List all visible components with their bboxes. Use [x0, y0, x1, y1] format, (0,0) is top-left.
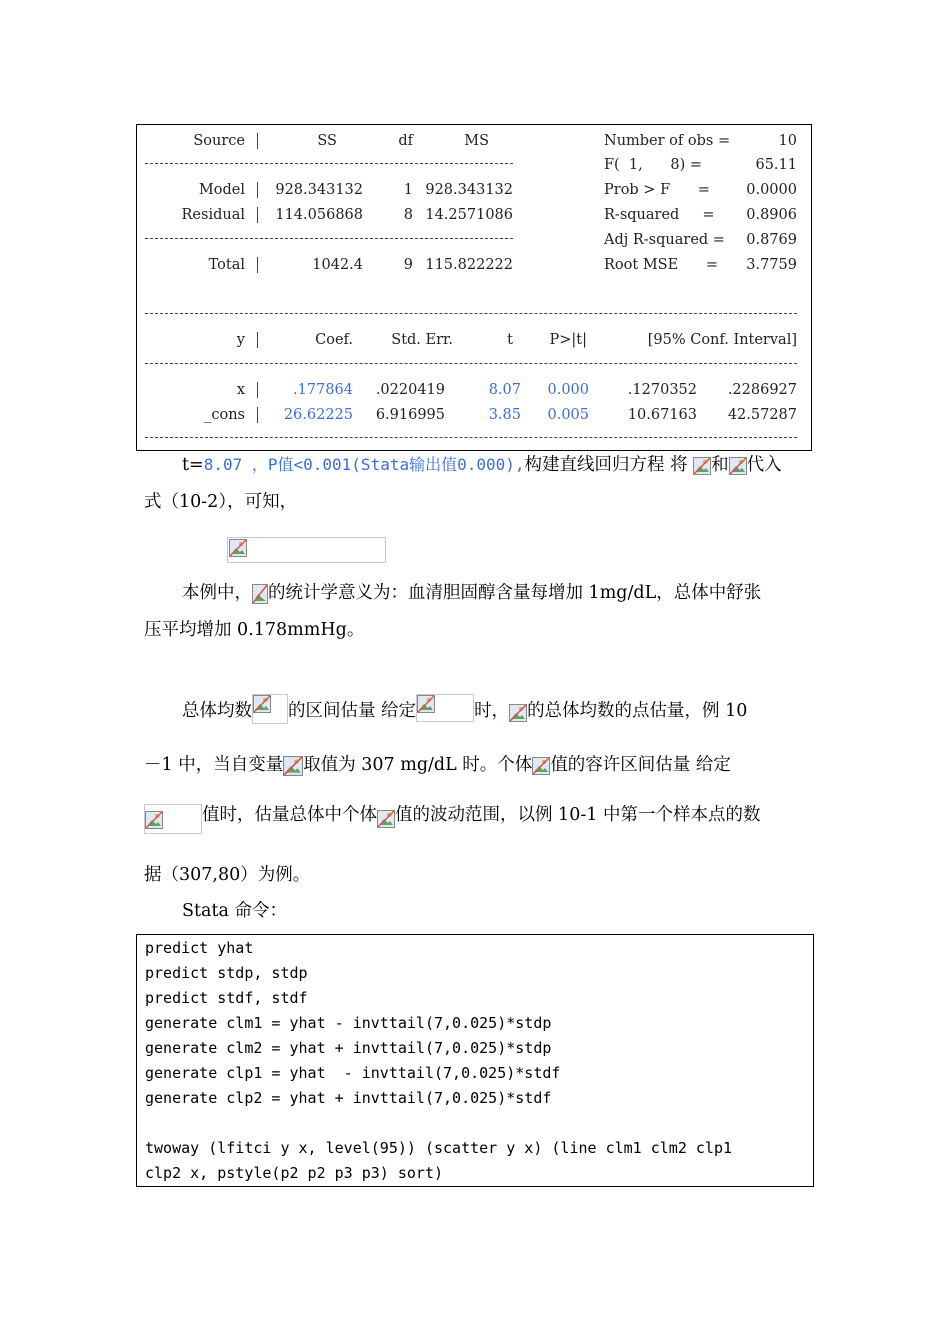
text-fragment: 取值为 307 mg/dL 时。个体: [303, 755, 533, 775]
stat-value: 0.8769: [746, 232, 797, 248]
code-line: generate clm1 = yhat - invttail(7,0.025)*stdp: [145, 1014, 552, 1032]
equation-image: [227, 537, 386, 563]
stat-value: 10: [778, 133, 797, 149]
paragraph-line: [144, 804, 760, 834]
coef-row-ci-high: .2286927: [727, 382, 797, 398]
anova-row-df: 8: [403, 207, 413, 223]
coef-row-label: _cons: [204, 407, 245, 423]
text-fragment: 和: [711, 455, 729, 475]
column-separator: [257, 182, 258, 198]
anova-row-df: 1: [403, 182, 413, 198]
coef-row-ci-low: .1270352: [627, 382, 697, 398]
anova-row-ms: 115.822222: [425, 257, 513, 273]
coef-header-y: y: [236, 332, 245, 348]
stata-regression-output: [136, 124, 812, 451]
text-fragment: 构建直线回归方程 将: [524, 455, 688, 475]
paragraph-interpretation: [182, 582, 761, 604]
text-fragment: －1 中，当自变量: [144, 755, 284, 775]
stata-code-block: [136, 934, 814, 1187]
text-fragment: Stata 命令：: [182, 901, 287, 921]
anova-row-label: Total: [208, 257, 245, 273]
broken-image-icon: [252, 584, 268, 604]
code-line: clp2 x, pstyle(p2 p2 p3 p3) sort): [145, 1164, 444, 1182]
coef-row-se: 6.916995: [375, 407, 445, 423]
broken-image-icon: [729, 457, 747, 475]
text-fragment: 的统计学意义为：血清胆固醇含量每增加 1mg/dL，总体中舒张: [268, 583, 762, 603]
stat-label: F( 1, 8) =: [604, 157, 703, 173]
paragraph-line: [144, 619, 364, 641]
code-line: predict yhat: [145, 939, 254, 957]
coef-row-label: x: [236, 382, 245, 398]
anova-row-ss: 114.056868: [275, 207, 363, 223]
broken-image-icon: [416, 694, 474, 722]
anova-header-df: df: [398, 133, 413, 149]
broken-image-icon: [252, 694, 288, 724]
column-separator: [257, 257, 258, 273]
paragraph-line: [144, 754, 731, 776]
anova-row-ss: 1042.4: [312, 257, 363, 273]
column-separator: [257, 207, 258, 223]
text-fragment: 压平均增加 0.178mmHg。: [144, 620, 365, 640]
anova-row-ms: 14.2571086: [425, 207, 513, 223]
column-separator: [257, 133, 258, 149]
code-line: generate clp2 = yhat + invttail(7,0.025)*stdf: [145, 1089, 552, 1107]
coef-divider: [145, 313, 797, 314]
coef-row-ci-high: 42.57287: [727, 407, 797, 423]
text-fragment: 值时，估量总体中个体: [202, 805, 377, 825]
anova-row-ms: 928.343132: [425, 182, 513, 198]
text-fragment: 值的波动范围，以例 10-1 中第一个样本点的数: [395, 805, 761, 825]
stat-label: Adj R-squared =: [604, 232, 725, 248]
broken-image-icon: [283, 756, 303, 776]
stat-value: 0.0000: [746, 182, 797, 198]
coef-header-coef: Coef.: [315, 332, 353, 348]
coef-row-se: .0220419: [375, 382, 445, 398]
coef-row-coef: 26.62225: [283, 407, 353, 423]
coef-row-t: 3.85: [488, 407, 521, 423]
text-fragment: 本例中，: [182, 583, 252, 603]
broken-image-icon: [693, 457, 711, 475]
broken-image-icon: [509, 700, 527, 722]
coef-row-coef: .177864: [293, 382, 353, 398]
text-fragment-highlight: 8.07 ，P值<0.001(Stata输出值0.000),: [203, 455, 525, 474]
text-fragment: 的区间估量 给定: [288, 701, 417, 721]
coef-row-ci-low: 10.67163: [627, 407, 697, 423]
coef-row-p: 0.005: [547, 407, 589, 423]
column-separator: [257, 407, 258, 423]
paragraph-interval-estimate: [182, 694, 747, 724]
broken-image-icon: [144, 804, 202, 834]
stat-label: Root MSE =: [604, 257, 718, 273]
code-line: twoway (lfitci y x, level(95)) (scatter y x) (line clm1 clm2 clp1: [145, 1139, 732, 1157]
text-fragment: 总体均数: [182, 701, 252, 721]
paragraph-line: [144, 864, 310, 886]
anova-divider: [145, 163, 513, 164]
coef-row-t: 8.07: [488, 382, 521, 398]
stat-value: 3.7759: [746, 257, 797, 273]
text-fragment: 时，: [474, 701, 510, 721]
stat-value: 0.8906: [746, 207, 797, 223]
stat-label: R-squared =: [604, 207, 715, 223]
stat-label: Prob > F =: [604, 182, 710, 198]
text-fragment: 值的容许区间估量 给定: [550, 755, 731, 775]
anova-header-ss: SS: [317, 133, 337, 149]
text-fragment: 代入: [746, 455, 782, 475]
stat-value: 65.11: [755, 157, 797, 173]
anova-divider: [145, 238, 513, 239]
code-line: generate clm2 = yhat + invttail(7,0.025)*stdp: [145, 1039, 552, 1057]
stat-label: Number of obs =: [604, 133, 731, 149]
anova-row-df: 9: [403, 257, 413, 273]
coef-row-p: 0.000: [547, 382, 589, 398]
column-separator: [257, 382, 258, 398]
paragraph-t-statistic: [182, 454, 782, 476]
code-line: generate clp1 = yhat - invttail(7,0.025)*stdf: [145, 1064, 561, 1082]
coef-header-p: P>|t|: [549, 332, 587, 348]
text-fragment: 式（10-2），可知，: [144, 492, 298, 512]
column-separator: [257, 332, 258, 348]
anova-row-ss: 928.343132: [275, 182, 363, 198]
broken-image-icon: [229, 539, 247, 557]
coef-header-ci: [95% Conf. Interval]: [647, 332, 797, 348]
code-line: predict stdp, stdp: [145, 964, 308, 982]
anova-header-ms: MS: [464, 133, 489, 149]
coef-divider: [145, 363, 797, 364]
paragraph-line: [144, 491, 297, 513]
coef-header-se: Std. Err.: [391, 332, 453, 348]
coef-header-t: t: [507, 332, 513, 348]
stata-command-label: [182, 900, 287, 922]
anova-header-source: Source: [193, 133, 245, 149]
coef-divider: [145, 437, 797, 438]
anova-row-label: Model: [198, 182, 245, 198]
anova-row-label: Residual: [181, 207, 245, 223]
text-fragment: 的总体均数的点估量，例 10: [527, 701, 748, 721]
text-fragment: 据（307,80）为例。: [144, 865, 311, 885]
text-fragment: t=: [182, 455, 204, 475]
broken-image-icon: [377, 806, 395, 828]
code-line: predict stdf, stdf: [145, 989, 308, 1007]
broken-image-icon: [532, 757, 550, 775]
